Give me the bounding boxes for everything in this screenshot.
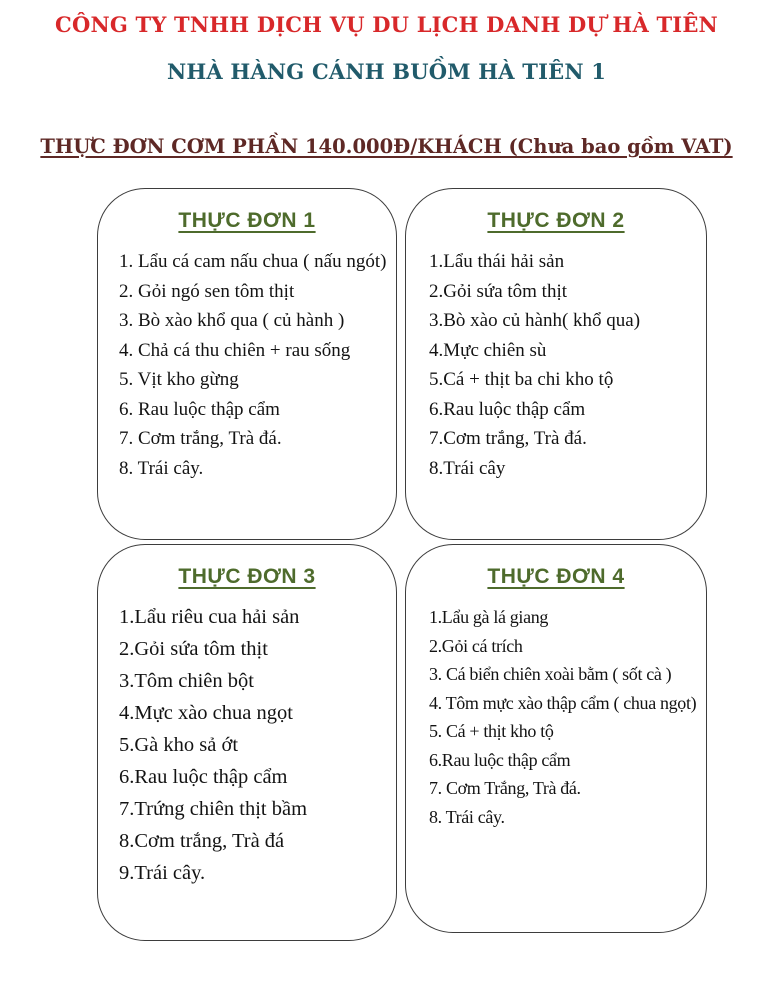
menu-item: 3. Cá biển chiên xoài bằm ( sốt cà )	[429, 664, 672, 684]
menu-item: 8.Cơm trắng, Trà đá	[119, 830, 285, 852]
menu-item: 5. Vịt kho gừng	[119, 369, 239, 390]
menu-item: 4. Tôm mực xào thập cẩm ( chua ngọt)	[429, 692, 697, 713]
menu-1-item-list	[98, 247, 396, 483]
menu-item: 7.Cơm trắng, Trà đá.	[429, 428, 587, 449]
menu-card-2	[405, 188, 707, 540]
menu-item: 6. Rau luộc thập cẩm	[119, 398, 280, 420]
menu-item: 9.Trái cây.	[119, 862, 206, 884]
menu-3-title: THỰC ĐƠN 3	[178, 565, 316, 588]
menu-item: 8.Trái cây	[429, 457, 506, 479]
menu-item: 4.Mực xào chua ngọt	[119, 702, 293, 724]
menu-item: 2.Gỏi sứa tôm thịt	[429, 280, 568, 302]
menu-1-title: THỰC ĐƠN 1	[178, 209, 316, 232]
menu-4-item-list	[406, 603, 706, 831]
menu-item: 6.Rau luộc thập cẩm	[429, 749, 571, 770]
menu-item: 2.Gỏi sứa tôm thịt	[119, 638, 268, 660]
menu-item: 5. Cá + thịt kho tộ	[429, 721, 554, 741]
menu-4-title: THỰC ĐƠN 4	[487, 565, 625, 588]
menu-item: 1. Lẩu cá cam nấu chua ( nấu ngót)	[119, 251, 387, 272]
menu-2-title: THỰC ĐƠN 2	[487, 209, 625, 232]
menu-card-3	[97, 544, 397, 941]
menu-card-1	[97, 188, 397, 540]
menu-item: 3.Tôm chiên bột	[119, 670, 254, 692]
menu-item: 1.Lẩu thái hải sản	[429, 251, 565, 272]
menu-item: 1.Lẩu gà lá giang	[429, 607, 549, 627]
menu-item: 3. Bò xào khổ qua ( củ hành )	[119, 310, 345, 331]
menu-item: 2. Gỏi ngó sen tôm thịt	[119, 280, 295, 302]
menu-2-item-list	[406, 247, 706, 483]
menu-item: 1.Lẩu riêu cua hải sản	[119, 606, 300, 628]
menu-item: 6.Rau luộc thập cẩm	[429, 398, 586, 420]
menu-3-item-list	[98, 601, 396, 889]
restaurant-title: NHÀ HÀNG CÁNH BUỒM HÀ TIÊN 1	[166, 59, 607, 84]
menu-item: 7. Cơm trắng, Trà đá.	[119, 428, 282, 449]
menu-item: 8. Trái cây.	[429, 806, 505, 827]
company-title: CÔNG TY TNHH DỊCH VỤ DU LỊCH DANH DỰ HÀ TIÊN	[55, 12, 718, 37]
menu-item: 8. Trái cây.	[119, 457, 204, 479]
menu-item: 4.Mực chiên sù	[429, 339, 547, 361]
menu-item: 2.Gỏi cá trích	[429, 635, 523, 656]
menu-card-4	[405, 544, 707, 933]
menu-item: 5.Cá + thịt ba chi kho tộ	[429, 369, 614, 390]
menu-set-subtitle: THỰC ĐƠN CƠM PHẦN 140.000Đ/KHÁCH (Chưa bao gồm VAT)	[40, 135, 733, 158]
menu-item: 6.Rau luộc thập cẩm	[119, 766, 288, 788]
menu-item: 3.Bò xào củ hành( khổ qua)	[429, 310, 641, 331]
menu-item: 4. Chả cá thu chiên + rau sống	[119, 339, 351, 361]
menu-item: 7.Trứng chiên thịt bầm	[119, 798, 308, 820]
menu-item: 7. Cơm Trắng, Trà đá.	[429, 778, 581, 798]
menu-item: 5.Gà kho sả ớt	[119, 734, 239, 756]
